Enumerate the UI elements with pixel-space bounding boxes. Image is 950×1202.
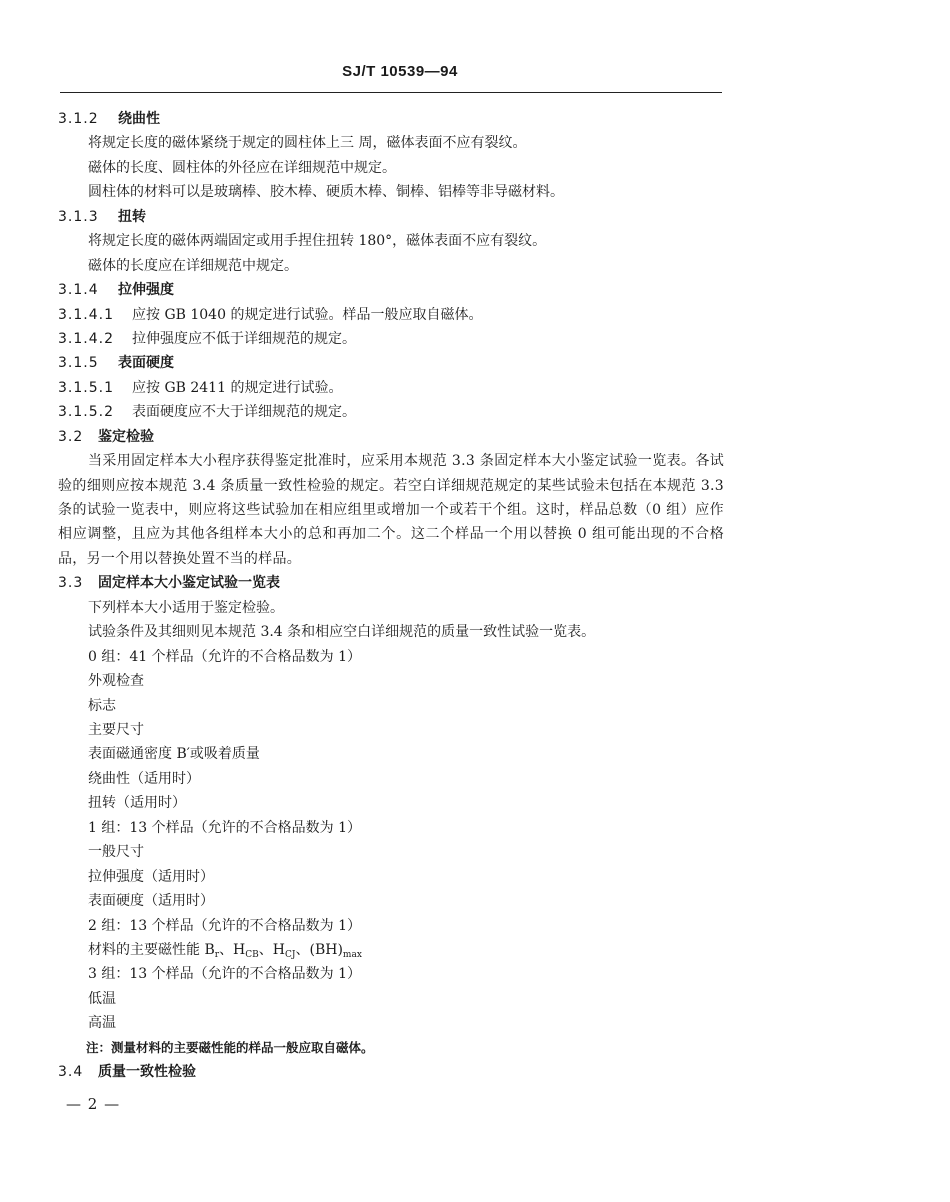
body-line: 将规定长度的磁体紧绕于规定的圆柱体上三 周，磁体表面不应有裂纹。 [88,135,527,152]
section-text: 拉伸强度应不低于详细规范的规定。 [132,330,356,347]
standard-code-header: SJ/T 10539—94 [342,63,458,80]
mag-sub: max [342,949,362,960]
mag-text: 、H [258,941,285,958]
section-3-3-heading [58,571,724,595]
section-3-2-paragraph: 当采用固定样本大小程序获得鉴定批准时，应采用本规范 3.3 条固定样本大小鉴定试验一览表。各试验的细则应按本规范 3.4 条质量一致性检验的规定。若空白详细规范规定的某些试验未包括在本规范 3.3 条的试验一览表中，则应将这些试验加在相应组里或增加一个或若干个组。这时，样品总数（0 组）应作相应调整，且应为其他各组样本大小的总和再加二个。这二个样品一个用以替换 0 组可能出现的不合格品，另一个用以替换处置不当的样品。 [58,453,724,567]
section-3-1-4-1 [58,303,724,327]
section-title: 绕曲性 [118,111,160,127]
body-line: 磁体的长度、圆柱体的外径应在详细规范中规定。 [88,159,396,176]
section-number: 3.1.5 [58,355,99,372]
list-item: 外观检查 [88,673,144,690]
section-3-1-4-heading [58,278,724,302]
section-3-1-4-2 [58,327,724,351]
list-item: 低温 [88,990,116,1007]
list-item: 表面硬度（适用时） [88,893,214,910]
section-number: 3.2 [58,428,84,445]
section-3-1-5-heading [58,351,724,375]
list-item: 高温 [88,1015,116,1032]
mag-sub: r [214,949,220,960]
section-number: 3.1.4.1 [58,306,114,323]
section-title: 表面硬度 [118,355,174,372]
body-line: 圆柱体的材料可以是玻璃棒、胶木棒、硬质木棒、铜棒、铝棒等非导磁材料。 [88,184,564,201]
section-3-1-5-1 [58,376,724,400]
list-item: 表面磁通密度 B′或吸着质量 [88,746,260,763]
section-text: 应按 GB 2411 的规定进行试验。 [132,379,343,396]
header-divider [60,92,722,93]
section-number: 3.1.4 [58,282,99,299]
group-2-label: 2 组：13 个样品（允许的不合格品数为 1） [88,917,361,934]
body-line: 下列样本大小适用于鉴定检验。 [88,599,284,616]
group-1-label: 1 组：13 个样品（允许的不合格品数为 1） [88,819,361,836]
section-number: 3.1.3 [58,208,99,225]
section-number: 3.3 [58,575,84,592]
list-item: 标志 [88,697,116,714]
body-line: 将规定长度的磁体两端固定或用手捏住扭转 180°，磁体表面不应有裂纹。 [88,233,547,250]
list-item: 主要尺寸 [88,722,144,739]
list-item: 扭转（适用时） [88,795,186,812]
section-number: 3.1.2 [58,111,99,127]
mag-text: 、(BH) [295,941,343,958]
section-3-2-heading [58,425,724,449]
magnetic-properties-item [58,938,724,962]
section-3-1-3-heading [58,205,724,229]
section-3-4-heading [58,1060,724,1084]
mag-sub: CJ [285,949,296,960]
section-3-1-2-heading [58,107,724,131]
section-title: 质量一致性检验 [98,1064,196,1081]
section-title: 固定样本大小鉴定试验一览表 [98,575,280,592]
section-title: 拉伸强度 [118,282,174,299]
group-0-label: 0 组：41 个样品（允许的不合格品数为 1） [88,648,361,665]
section-number: 3.1.4.2 [58,330,114,347]
page-number: — 2 — [66,1095,121,1113]
group-3-label: 3 组：13 个样品（允许的不合格品数为 1） [88,966,361,983]
list-item: 一般尺寸 [88,844,144,861]
body-line: 试验条件及其细则见本规范 3.4 条和相应空白详细规范的质量一致性试验一览表。 [88,624,596,641]
mag-sub: CB [245,949,259,960]
body-line: 磁体的长度应在详细规范中规定。 [88,257,298,274]
section-number: 3.1.5.1 [58,379,114,396]
section-text: 表面硬度应不大于详细规范的规定。 [132,404,356,421]
document-body [58,107,724,1085]
section-text: 应按 GB 1040 的规定进行试验。样品一般应取自磁体。 [132,306,483,323]
section-number: 3.4 [58,1064,84,1081]
section-number: 3.1.5.2 [58,404,114,421]
mag-text: 材料的主要磁性能 B [88,941,215,958]
section-title: 鉴定检验 [98,428,154,445]
mag-text: 、H [219,941,246,958]
section-3-1-5-2 [58,400,724,424]
section-title: 扭转 [118,208,146,225]
table-note: 注：测量材料的主要磁性能的样品一般应取自磁体。 [86,1039,374,1055]
list-item: 绕曲性（适用时） [88,770,200,787]
list-item: 拉伸强度（适用时） [88,868,214,885]
